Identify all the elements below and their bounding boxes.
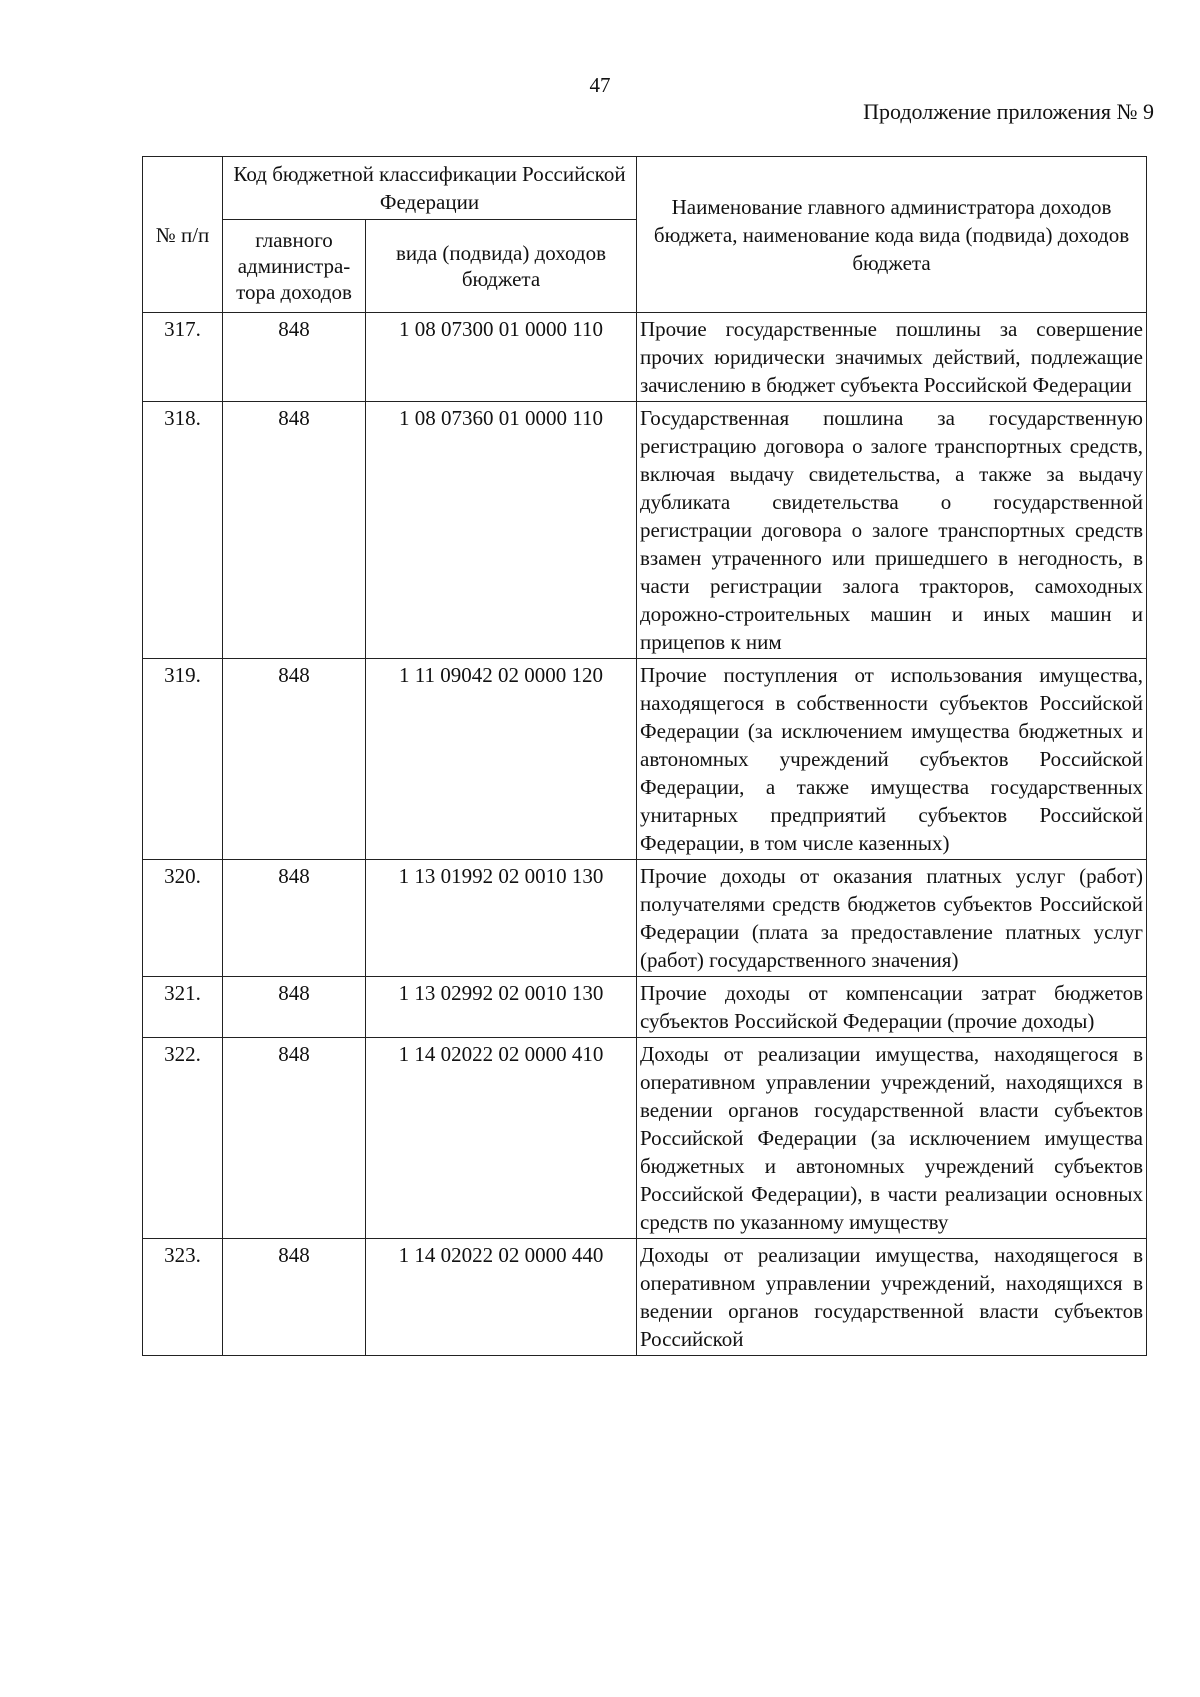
admin-code: 848 (223, 313, 366, 402)
row-number: 322. (143, 1038, 223, 1239)
admin-code: 848 (223, 402, 366, 659)
row-number: 320. (143, 860, 223, 977)
page-number: 47 (589, 73, 611, 97)
revenue-name: Прочие доходы от оказания платных услуг (работ) получателями средств бюджетов субъектов Российской Федерации (плата за предоставление платных услуг (работ) государственного значения) (637, 860, 1147, 977)
revenue-code: 1 13 02992 02 0010 130 (366, 977, 637, 1038)
revenue-name: Прочие государственные пошлины за совершение прочих юридически значимых действий, подлежащие зачислению в бюджет субъекта Российской Федерации (637, 313, 1147, 402)
row-number: 318. (143, 402, 223, 659)
admin-code: 848 (223, 977, 366, 1038)
header-admin-code: главного администра-тора доходов (223, 220, 366, 313)
table-row (143, 860, 1147, 977)
revenue-code: 1 14 02022 02 0000 410 (366, 1038, 637, 1239)
revenue-administrators-table (142, 156, 1147, 1356)
admin-code: 848 (223, 659, 366, 860)
admin-code: 848 (223, 860, 366, 977)
table-row (143, 659, 1147, 860)
appendix-continuation-label: Продолжение приложения № 9 (863, 99, 1154, 124)
table-row (143, 1038, 1147, 1239)
revenue-name: Государственная пошлина за государственную регистрацию договора о залоге транспортных средств, включая выдачу свидетельства, а также за выдачу дубликата свидетельства о государственной регистрации договора о залоге транспортных средств взамен утраченного или пришедшего в негодность, в части регистрации залога тракторов, самоходных дорожно-строительных машин и иных машин и прицепов к ним (637, 402, 1147, 659)
row-number: 323. (143, 1239, 223, 1356)
header-revenue-type-code: вида (подвида) доходов бюджета (366, 220, 637, 313)
row-number: 319. (143, 659, 223, 860)
table-row (143, 1239, 1147, 1356)
revenue-code: 1 08 07300 01 0000 110 (366, 313, 637, 402)
table-header-row-top (143, 157, 1147, 220)
revenue-code: 1 11 09042 02 0000 120 (366, 659, 637, 860)
revenue-name: Доходы от реализации имущества, находящегося в оперативном управлении учреждений, находящихся в ведении органов государственной власти субъектов Российской Федерации (за исключением имущества бюджетных и автономных учреждений субъектов Российской Федерации), в части реализации основных средств по указанному имуществу (637, 1038, 1147, 1239)
header-row-number: № п/п (143, 157, 223, 313)
header-administrator-name: Наименование главного администратора доходов бюджета, наименование кода вида (подвида) доходов бюджета (637, 157, 1147, 313)
revenue-code: 1 13 01992 02 0010 130 (366, 860, 637, 977)
admin-code: 848 (223, 1239, 366, 1356)
header-kbk-group: Код бюджетной классификации Российской Федерации (223, 157, 637, 220)
row-number: 321. (143, 977, 223, 1038)
revenue-name: Прочие доходы от компенсации затрат бюджетов субъектов Российской Федерации (прочие доходы) (637, 977, 1147, 1038)
table-row (143, 977, 1147, 1038)
table-row (143, 402, 1147, 659)
revenue-name: Доходы от реализации имущества, находящегося в оперативном управлении учреждений, находящихся в ведении органов государственной власти субъектов Российской (637, 1239, 1147, 1356)
table-row (143, 313, 1147, 402)
revenue-name: Прочие поступления от использования имущества, находящегося в собственности субъектов Российской Федерации (за исключением имущества бюджетных и автономных учреждений субъектов Российской Федерации, а также имущества государственных унитарных предприятий субъектов Российской Федерации, в том числе казенных) (637, 659, 1147, 860)
revenue-code: 1 14 02022 02 0000 440 (366, 1239, 637, 1356)
row-number: 317. (143, 313, 223, 402)
revenue-code: 1 08 07360 01 0000 110 (366, 402, 637, 659)
admin-code: 848 (223, 1038, 366, 1239)
